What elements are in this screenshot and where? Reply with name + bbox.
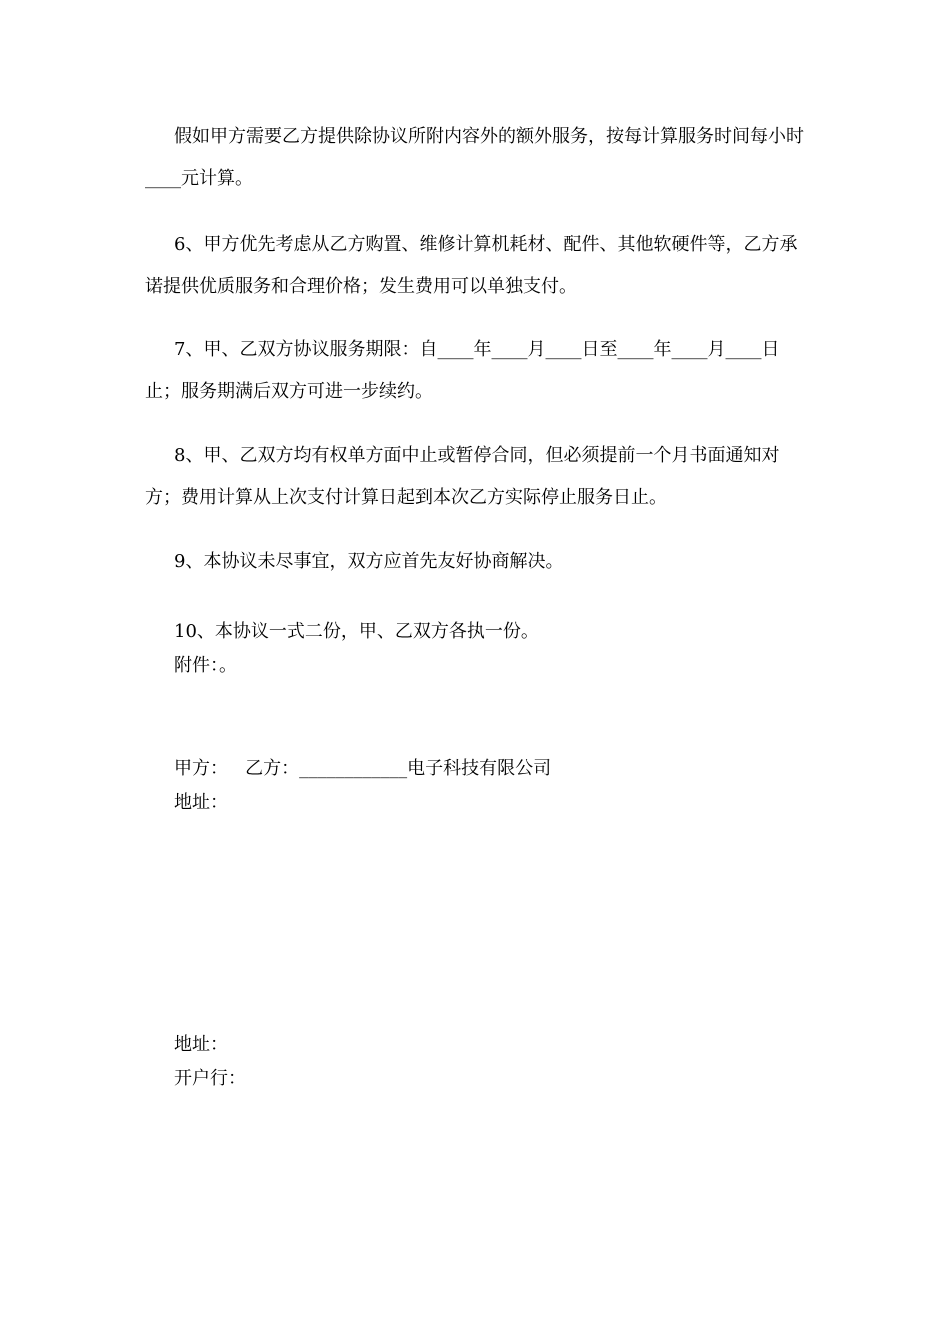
parties-line: 甲方： 乙方：____________电子科技有限公司 [174, 758, 552, 779]
paragraph-clause-9: 9、本协议未尽事宜，双方应首先友好协商解决。 [174, 551, 564, 572]
attachment-line: 附件：。 [174, 655, 237, 676]
paragraph-clause-7: 7、甲、乙双方协议服务期限：自____年____月____日至____年____月____日止；服务期满后双方可进一步续约。 [145, 339, 780, 402]
paragraph-extra-service: 假如甲方需要乙方提供除协议所附内容外的额外服务，按每计算服务时间每小时____元计算。 [145, 126, 804, 189]
bank-label: 开户行： [174, 1068, 246, 1089]
address-label-2: 地址： [174, 1034, 228, 1055]
address-label-1: 地址： [174, 792, 228, 813]
paragraph-clause-10: 10、本协议一式二份，甲、乙双方各执一份。 [174, 621, 539, 642]
paragraph-clause-6: 6、甲方优先考虑从乙方购置、维修计算机耗材、配件、其他软硬件等，乙方承诺提供优质服务和合理价格；发生费用可以单独支付。 [145, 234, 798, 297]
paragraph-clause-8: 8、甲、乙双方均有权单方面中止或暂停合同，但必须提前一个月书面通知对方；费用计算从上次支付计算日起到本次乙方实际停止服务日止。 [145, 445, 780, 508]
